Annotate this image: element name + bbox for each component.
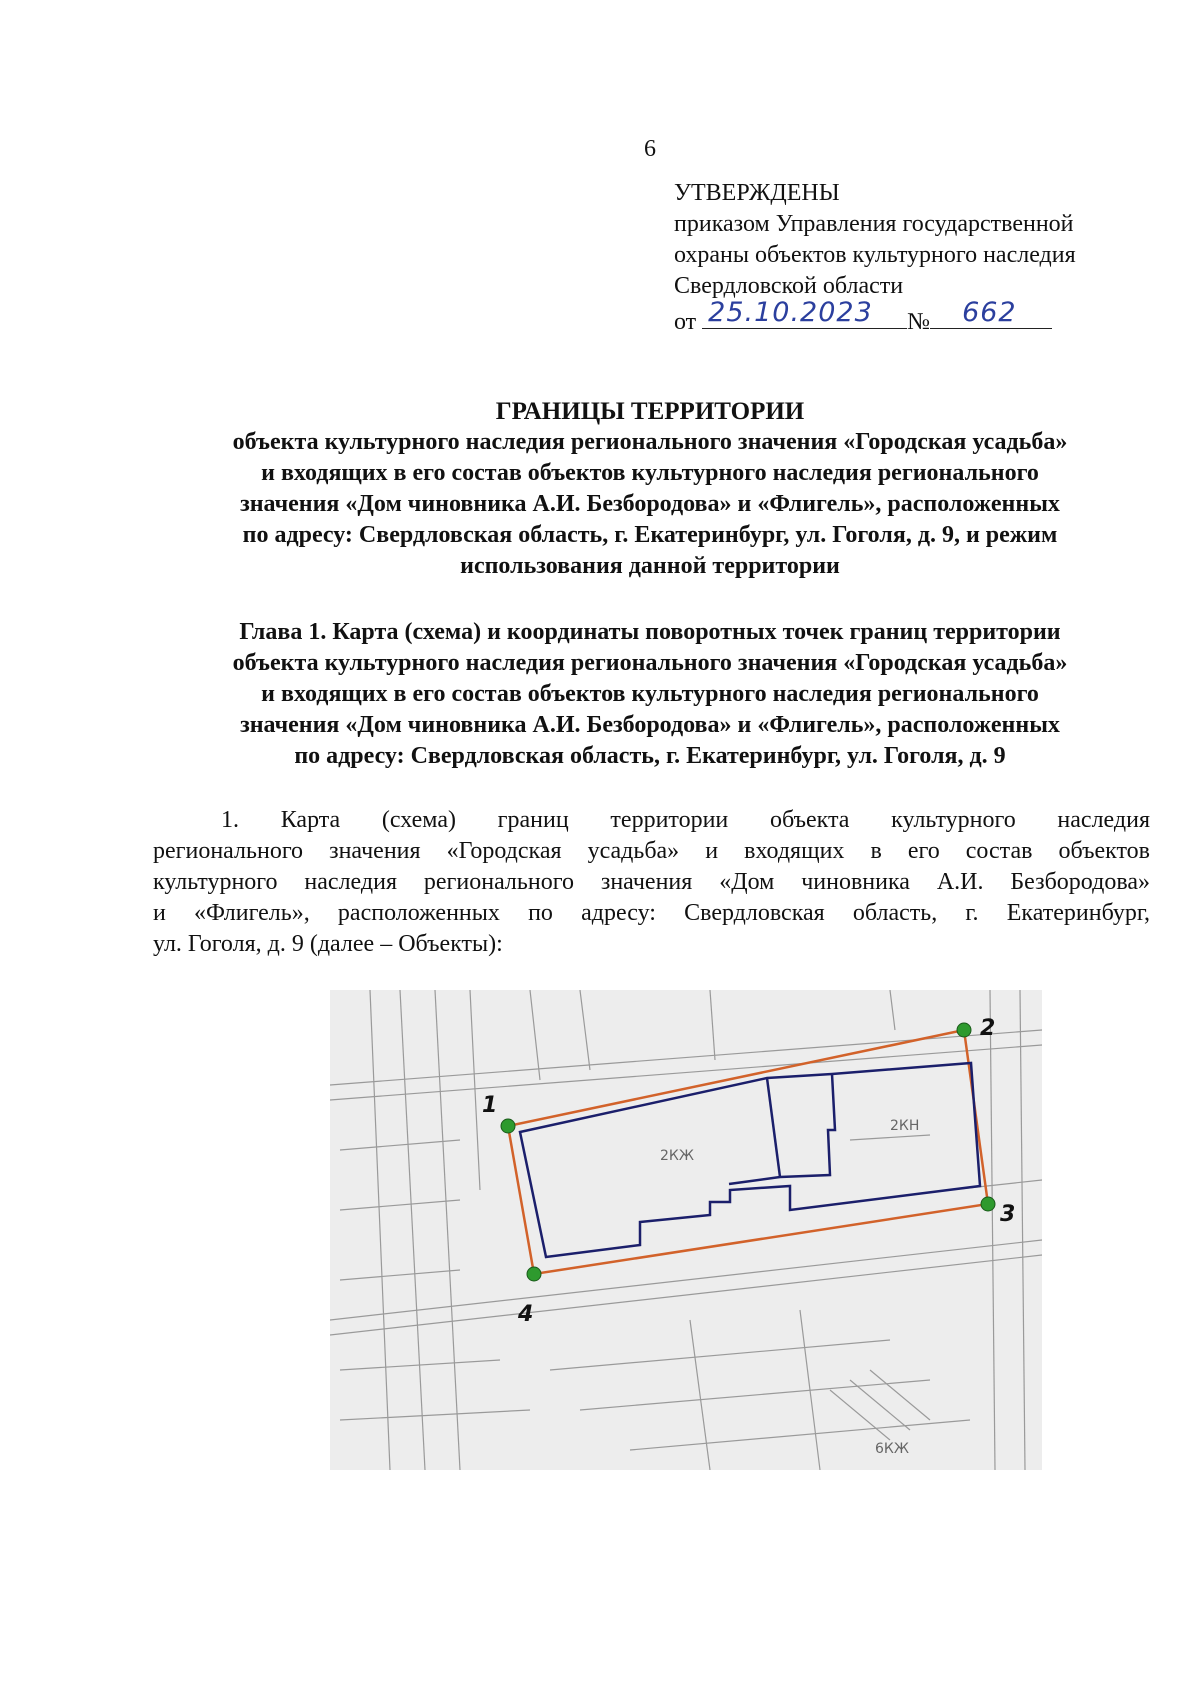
building-label-bottom: 6КЖ xyxy=(875,1441,909,1457)
paragraph-line: ул. Гоголя, д. 9 (далее – Объекты): xyxy=(153,931,503,957)
number-prefix: № xyxy=(907,309,931,335)
page-number: 6 xyxy=(644,136,656,162)
point-2-marker xyxy=(957,1023,971,1037)
handwritten-number: 662 xyxy=(962,297,1017,328)
chapter-line: объекта культурного наследия регионального значения «Городская усадьба» xyxy=(232,650,1068,676)
point-2-label: 2 xyxy=(980,1016,996,1041)
point-4-label: 4 xyxy=(518,1302,534,1327)
date-field xyxy=(702,297,907,329)
approval-heading: УТВЕРЖДЕНЫ xyxy=(674,180,840,206)
title-line: объекта культурного наследия регионального значения «Городская усадьба» xyxy=(232,429,1068,455)
approval-line-1: приказом Управления государственной xyxy=(674,211,1074,237)
paragraph-line: культурного наследия регионального значения «Дом чиновника А.И. Безбородова» xyxy=(153,869,1150,895)
handwritten-date: 25.10.2023 xyxy=(708,297,873,328)
point-4-marker xyxy=(527,1267,541,1281)
number-field xyxy=(930,297,1052,329)
chapter-line: по адресу: Свердловская область, г. Екатеринбург, ул. Гоголя, д. 9 xyxy=(294,743,1006,769)
chapter-heading xyxy=(150,617,1150,772)
chapter-line: значения «Дом чиновника А.И. Безбородова» и «Флигель», расположенных xyxy=(240,712,1060,738)
title-line: значения «Дом чиновника А.И. Безбородова» и «Флигель», расположенных xyxy=(240,491,1060,517)
point-3-marker xyxy=(981,1197,995,1211)
point-3-label: 3 xyxy=(1000,1202,1016,1227)
approval-line-3: Свердловской области xyxy=(674,273,904,299)
point-1-marker xyxy=(501,1119,515,1133)
title-main: ГРАНИЦЫ ТЕРРИТОРИИ xyxy=(495,398,805,425)
map-svg xyxy=(330,990,1042,1470)
boundary-map xyxy=(330,990,1042,1470)
body-paragraph xyxy=(153,805,1150,960)
approval-stamp xyxy=(674,178,1154,338)
title-line: по адресу: Свердловская область, г. Екатеринбург, ул. Гоголя, д. 9, и режим xyxy=(242,522,1058,548)
document-title xyxy=(150,396,1150,582)
point-1-label: 1 xyxy=(482,1093,498,1118)
paragraph-line: регионального значения «Городская усадьба» и входящих в его состав объектов xyxy=(153,838,1150,864)
map-background xyxy=(330,990,1042,1470)
paragraph-line: и «Флигель», расположенных по адресу: Свердловская область, г. Екатеринбург, xyxy=(153,900,1150,926)
approval-line-2: охраны объектов культурного наследия xyxy=(674,242,1076,268)
chapter-line: и входящих в его состав объектов культурного наследия регионального xyxy=(261,681,1039,707)
paragraph-line: 1. Карта (схема) границ территории объекта культурного наследия xyxy=(221,807,1150,833)
building-label-2: 2КН xyxy=(890,1118,920,1134)
title-line: использования данной территории xyxy=(460,553,840,579)
title-line: и входящих в его состав объектов культурного наследия регионального xyxy=(261,460,1039,486)
building-label-1: 2КЖ xyxy=(660,1148,694,1164)
approval-date-line xyxy=(674,297,1154,338)
date-prefix: от xyxy=(674,309,697,335)
chapter-line: Глава 1. Карта (схема) и координаты поворотных точек границ территории xyxy=(239,619,1061,645)
